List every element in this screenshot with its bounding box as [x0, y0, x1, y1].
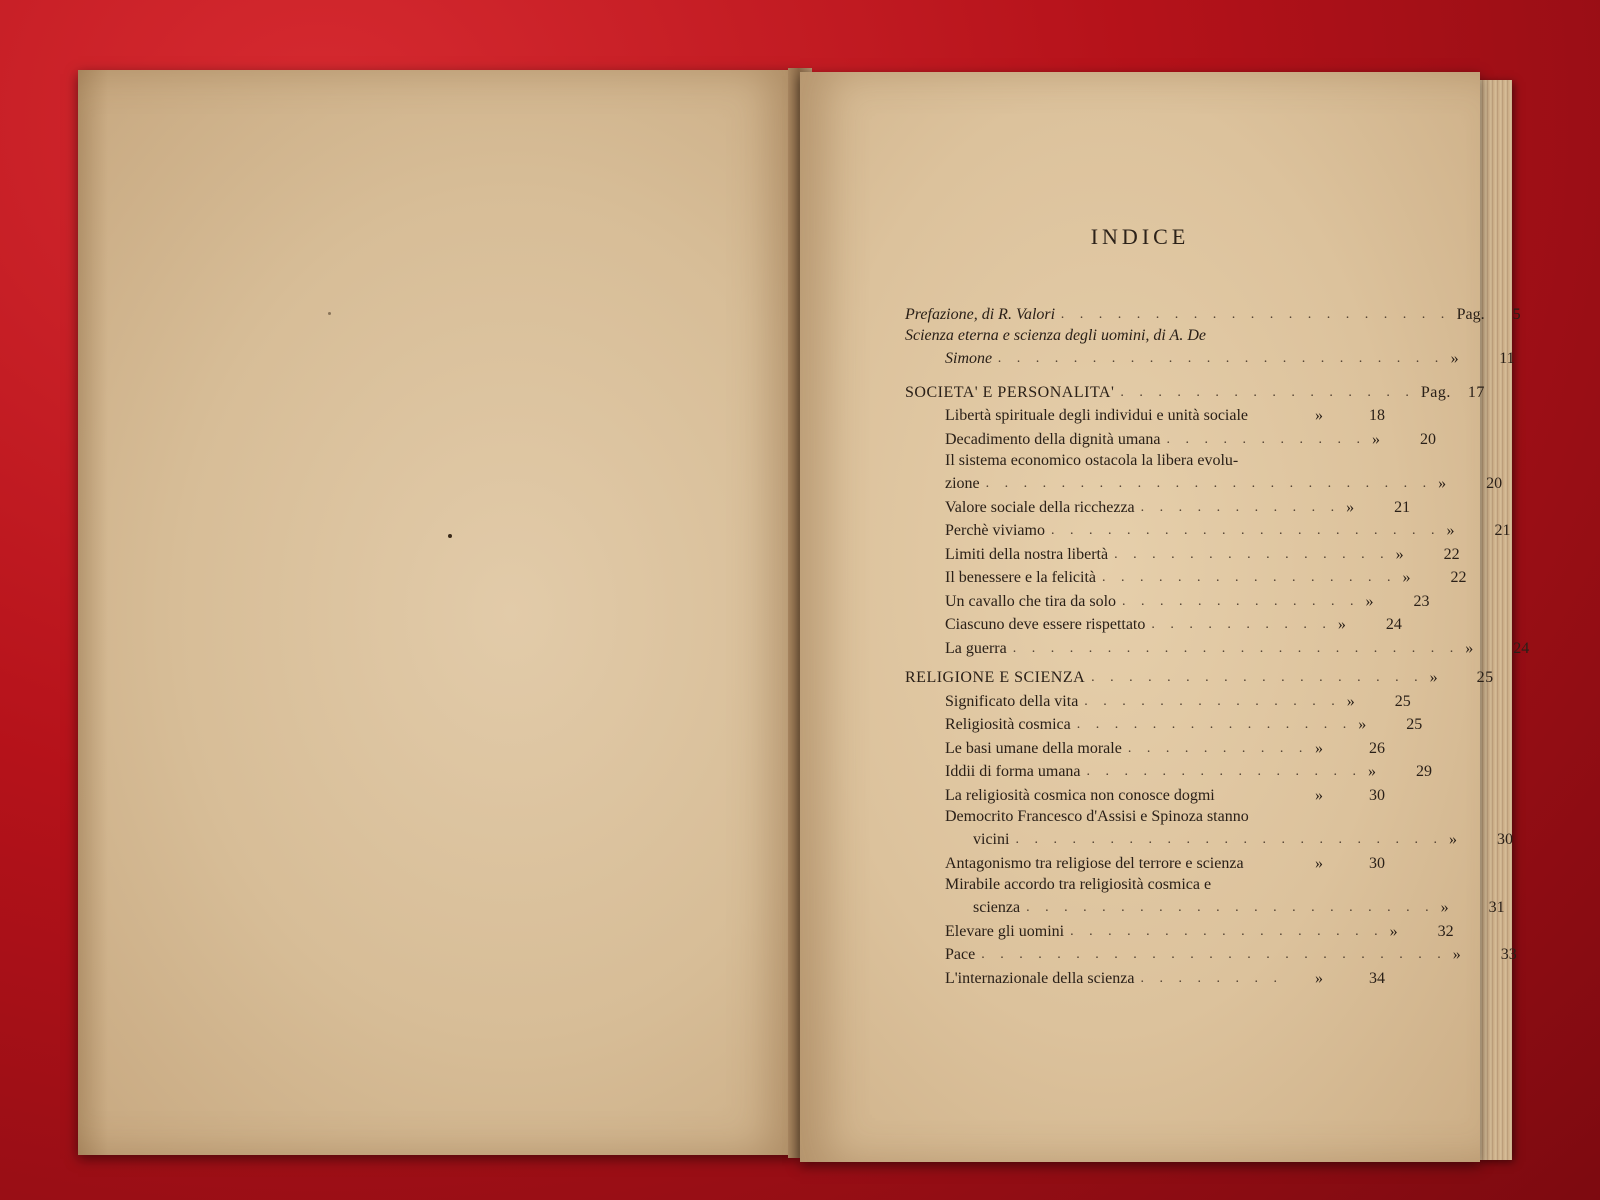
toc-entry[interactable]: Decadimento della dignità umana . . . . . . . . . . . » 20 — [945, 430, 1436, 448]
page-title: INDICE — [1090, 224, 1190, 249]
toc-entry[interactable]: Valore sociale della ricchezza . . . . . . . . . . . » 21 — [945, 498, 1411, 516]
toc-entry[interactable]: L'internazionale della scienza . . . . . . . . » 34 — [945, 969, 1385, 987]
toc-entry-preface[interactable]: Prefazione, di R. Valori . . . . . . . . . . . . . . . . . . . . . Pag. 5 — [905, 305, 1521, 323]
toc-entry[interactable]: Elevare gli uomini . . . . . . . . . . . . . . . . . » 32 — [945, 922, 1454, 940]
toc-entry[interactable]: Limiti della nostra libertà . . . . . . . . . . . . . . . » 22 — [945, 545, 1460, 563]
toc-entry[interactable]: Significato della vita . . . . . . . . . . . . . . » 25 — [945, 692, 1411, 710]
toc-entry[interactable]: Religiosità cosmica . . . . . . . . . . . . . . . » 25 — [945, 716, 1423, 733]
toc-entry[interactable]: Democrito Francesco d'Assisi e Spinoza stanno vicini . . . . . . . . . . . . . . . . . . . . . . . » 30 — [945, 807, 1513, 848]
ink-speck — [448, 534, 452, 538]
toc-entry-scienza-eterna[interactable]: Scienza eterna e scienza degli uomini, di A. De Simone . . . . . . . . . . . . . . . . . . . . . . . . » 11 — [905, 326, 1515, 367]
page-edges — [1478, 80, 1512, 1160]
toc-section-religione[interactable]: RELIGIONE E SCIENZA . . . . . . . . . . . . . . . . . . » 25 — [905, 669, 1494, 686]
toc-entry[interactable]: Iddii di forma umana . . . . . . . . . . . . . . . » 29 — [945, 763, 1433, 780]
toc-entry[interactable]: Il sistema economico ostacola la libera evolu- zione . . . . . . . . . . . . . . . . . . . . . . . . » 20 — [945, 451, 1503, 492]
toc-entry[interactable]: Un cavallo che tira da solo . . . . . . . . . . . . . » 23 — [945, 592, 1430, 610]
toc-entry[interactable]: Ciascuno deve essere rispettato . . . . . . . . . . » 24 — [945, 616, 1402, 633]
ink-speck — [328, 312, 331, 315]
toc-entry[interactable]: Perchè viviamo . . . . . . . . . . . . . . . . . . . . . » 21 — [945, 522, 1511, 539]
toc-entry[interactable]: La religiosità cosmica non conosce dogmi » 30 — [945, 786, 1385, 804]
toc-entry[interactable]: Antagonismo tra religiose del terrore e scienza » 30 — [945, 854, 1385, 872]
left-page-blank — [78, 70, 800, 1155]
toc-entry[interactable]: Libertà spirituale degli individui e unità sociale » 18 — [945, 407, 1385, 424]
toc-entry[interactable]: Le basi umane della morale . . . . . . . . . . » 26 — [945, 739, 1385, 757]
toc-entry[interactable]: Il benessere e la felicità . . . . . . . . . . . . . . . . » 22 — [945, 569, 1467, 586]
toc-entry[interactable]: La guerra . . . . . . . . . . . . . . . . . . . . . . . . » 24 — [945, 639, 1530, 657]
toc-section-societa[interactable]: SOCIETA' E PERSONALITA' . . . . . . . . . . . . . . . . Pag. 17 — [905, 383, 1485, 401]
toc-entry[interactable]: Pace . . . . . . . . . . . . . . . . . . . . . . . . . » 33 — [945, 946, 1517, 963]
toc-entry[interactable]: Mirabile accordo tra religiosità cosmica e scienza . . . . . . . . . . . . . . . . . . . . . . » 31 — [945, 875, 1505, 916]
table-of-contents — [905, 300, 1530, 988]
